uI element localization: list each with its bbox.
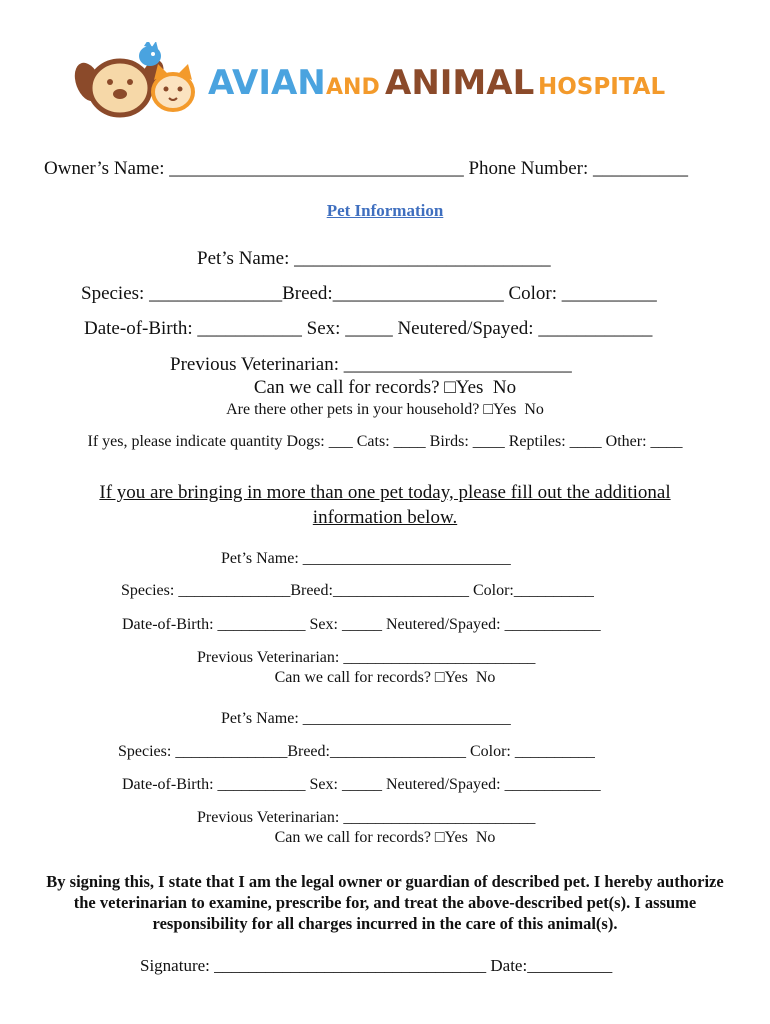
logo-word-and: AND <box>326 75 380 100</box>
pet3-vet-line[interactable]: Previous Veterinarian: ________________________ <box>197 809 536 826</box>
pet1-name-line[interactable]: Pet’s Name: ___________________________ <box>197 248 551 269</box>
pet1-species-line[interactable]: Species: ______________Breed:__________________ Color: __________ <box>81 283 657 304</box>
logo-word-animal: ANIMAL <box>385 63 535 103</box>
cat-face-icon <box>153 64 193 110</box>
hospital-logo <box>74 42 704 122</box>
pet3-species-line[interactable]: Species: ______________Breed:_________________ Color: __________ <box>118 743 595 760</box>
pet2-records-line[interactable]: Can we call for records? □Yes No <box>274 669 496 686</box>
pet3-dob-line[interactable]: Date-of-Birth: ___________ Sex: _____ Neutered/Spayed: ____________ <box>122 776 601 793</box>
pet2-species-line[interactable]: Species: ______________Breed:_________________ Color:__________ <box>121 582 594 599</box>
pet1-records-line[interactable]: Can we call for records? □Yes No <box>253 377 517 398</box>
pet3-records-line[interactable]: Can we call for records? □Yes No <box>274 829 496 846</box>
pet-quantity-line[interactable]: If yes, please indicate quantity Dogs: ___ Cats: ____ Birds: ____ Reptiles: ____ Other: ____ <box>87 433 683 450</box>
pet1-vet-line[interactable]: Previous Veterinarian: ________________________ <box>170 354 572 375</box>
logo-word-hospital: HOSPITAL <box>538 74 666 100</box>
owner-phone-line[interactable]: Owner’s Name: _______________________________ Phone Number: __________ <box>44 158 689 179</box>
pet-information-title: Pet Information <box>326 201 444 220</box>
multiple-pets-notice: If you are bringing in more than one pet today, please fill out the additional information below. <box>99 482 671 528</box>
pet2-name-line[interactable]: Pet’s Name: __________________________ <box>221 550 511 567</box>
other-pets-line[interactable]: Are there other pets in your household? □Yes No <box>226 401 544 418</box>
bird-icon <box>139 42 161 66</box>
pet1-dob-line[interactable]: Date-of-Birth: ___________ Sex: _____ Neutered/Spayed: ____________ <box>84 318 653 339</box>
pet2-dob-line[interactable]: Date-of-Birth: ___________ Sex: _____ Neutered/Spayed: ____________ <box>122 616 601 633</box>
pet3-name-line[interactable]: Pet’s Name: __________________________ <box>221 710 511 727</box>
legal-statement: By signing this, I state that I am the legal owner or guardian of described pet. I hereby authorize the veterinarian to examine, prescribe for, and treat the above-described pet(s). I assume responsibility for all charges incurred in the care of this animal(s). <box>46 872 724 933</box>
pet2-vet-line[interactable]: Previous Veterinarian: ________________________ <box>197 649 536 666</box>
logo-word-avian: AVIAN <box>208 63 326 103</box>
signature-date-line[interactable]: Signature: ________________________________ Date:__________ <box>140 956 613 975</box>
